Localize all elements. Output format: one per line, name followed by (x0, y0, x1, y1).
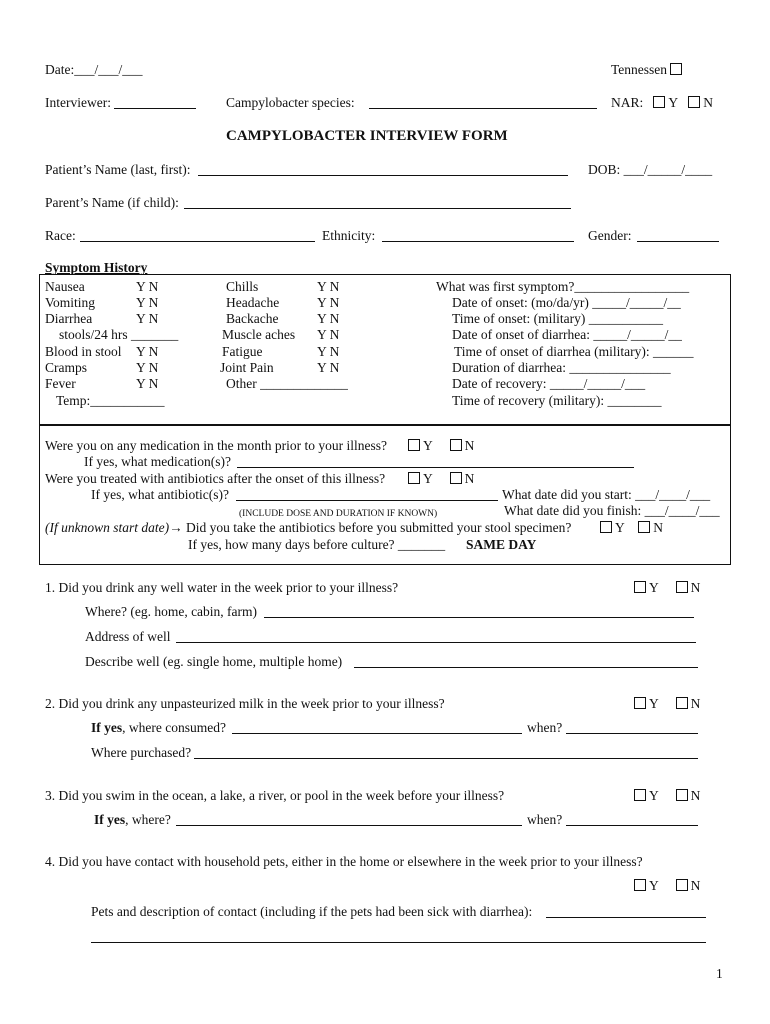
symptom-label: Diarrhea (45, 311, 93, 326)
swim-when-label: when? (527, 812, 563, 827)
symptom-label: Chills (226, 279, 259, 294)
nar-no-checkbox[interactable] (688, 96, 700, 108)
yes-label: Y (649, 878, 659, 893)
symptom-yn[interactable]: Y N (317, 360, 340, 375)
q4-no-checkbox[interactable] (676, 879, 688, 891)
stools-field[interactable]: stools/24 hrs _______ (59, 327, 179, 342)
dob-field[interactable]: DOB: ___/_____/____ (588, 162, 713, 177)
tennessen-label: Tennessen (611, 62, 668, 77)
symptom-yn[interactable]: Y N (136, 360, 159, 375)
yes-label: Y (423, 438, 433, 453)
milk-when-field[interactable] (566, 733, 698, 734)
no-label: N (703, 95, 714, 110)
well-address-label: Address of well (85, 629, 171, 644)
milk-purchased-field[interactable] (194, 758, 698, 759)
q3-yn[interactable] (634, 788, 700, 804)
recovery-date-field[interactable]: Date of recovery: _____/_____/___ (452, 376, 646, 391)
symptom-yn[interactable]: Y N (136, 279, 159, 294)
swim-where-field[interactable] (176, 825, 522, 826)
symptom-yn[interactable]: Y N (317, 295, 340, 310)
parent-name-label: Parent’s Name (if child): (45, 195, 179, 210)
q2-no-checkbox[interactable] (676, 697, 688, 709)
antibiotics-yn[interactable] (408, 471, 474, 487)
nar-label: NAR: (611, 95, 644, 110)
stool-specimen-yn[interactable] (600, 520, 663, 536)
swim-when-field[interactable] (566, 825, 698, 826)
symptom-yn[interactable]: Y N (317, 279, 340, 294)
patient-name-field[interactable] (198, 175, 568, 176)
q4-yes-checkbox[interactable] (634, 879, 646, 891)
date-field[interactable]: Date:___/___/___ (45, 62, 143, 77)
symptom-label: Joint Pain (220, 360, 274, 375)
race-field[interactable] (80, 241, 315, 242)
dose-note: (INCLUDE DOSE AND DURATION IF KNOWN) (239, 509, 438, 519)
species-label: Campylobacter species: (226, 95, 355, 110)
symptom-label: Backache (226, 311, 279, 326)
interviewer-label: Interviewer: (45, 95, 111, 110)
antibiotic-ifyes-label: If yes, what antibiotic(s)? (91, 487, 229, 502)
q3-no-checkbox[interactable] (676, 789, 688, 801)
symptom-yn[interactable]: Y N (317, 327, 340, 342)
antibiotic-field[interactable] (236, 500, 498, 501)
symptom-row[interactable] (45, 360, 87, 376)
consumed-label: , where consumed? (122, 720, 226, 735)
symptom-yn[interactable]: Y N (136, 376, 159, 391)
symptom-label: Cramps (45, 360, 87, 375)
symptom-yn[interactable]: Y N (317, 344, 340, 359)
symptom-label: Fatigue (222, 344, 263, 359)
medication-field[interactable] (237, 467, 634, 468)
stool-specimen-question: Did you take the antibiotics before you submitted your stool specimen? (186, 520, 572, 535)
symptom-label: Muscle aches (222, 327, 296, 342)
same-day-option[interactable]: SAME DAY (466, 537, 537, 552)
question-3: 3. Did you swim in the ocean, a lake, a river, or pool in the week before your illness? (45, 788, 505, 803)
well-where-label: Where? (eg. home, cabin, farm) (85, 604, 258, 619)
well-describe-field[interactable] (354, 667, 698, 668)
temp-field[interactable]: Temp:___________ (56, 393, 165, 408)
where-label: , where? (125, 812, 171, 827)
antibiotic-start-field[interactable]: What date did you start: ___/____/___ (502, 487, 711, 502)
symptom-row[interactable] (45, 376, 76, 392)
stool-no-checkbox[interactable] (638, 521, 650, 533)
no-label: N (464, 438, 475, 453)
ethnicity-field[interactable] (382, 241, 574, 242)
stool-yes-checkbox[interactable] (600, 521, 612, 533)
symptom-row[interactable] (45, 344, 122, 360)
q3-yes-checkbox[interactable] (634, 789, 646, 801)
q1-yn[interactable] (634, 580, 700, 596)
first-symptom-field[interactable]: What was first symptom?_________________ (436, 279, 690, 294)
diarrhea-onset-time-field[interactable]: Time of onset of diarrhea (military): ______ (454, 344, 694, 359)
symptom-yn[interactable]: Y N (136, 295, 159, 310)
milk-purchased-label: Where purchased? (91, 745, 192, 760)
parent-name-field[interactable] (184, 208, 571, 209)
unknown-start-row (45, 520, 571, 536)
well-where-field[interactable] (264, 617, 694, 618)
symptom-yn[interactable]: Y N (136, 344, 159, 359)
yes-label: Y (649, 580, 659, 595)
medication-yes-checkbox[interactable] (408, 439, 420, 451)
ethnicity-label: Ethnicity: (322, 228, 376, 243)
symptom-row[interactable] (45, 311, 92, 327)
medication-ifyes-label: If yes, what medication(s)? (84, 454, 231, 469)
no-label: N (690, 580, 701, 595)
interviewer-field[interactable] (114, 108, 196, 109)
antibiotic-finish-field[interactable]: What date did you finish: ___/____/___ (504, 503, 720, 518)
if-yes-label: If yes (91, 720, 123, 735)
symptom-label: Vomiting (45, 295, 96, 310)
symptom-yn[interactable]: Y N (317, 311, 340, 326)
milk-when-label: when? (527, 720, 563, 735)
symptom-row[interactable] (45, 295, 95, 311)
yes-label: Y (615, 520, 625, 535)
symptom-label: Blood in stool (45, 344, 122, 359)
q2-yes-checkbox[interactable] (634, 697, 646, 709)
symptom-label: Fever (45, 376, 76, 391)
q4-yn[interactable] (634, 878, 700, 894)
yes-label: Y (668, 95, 679, 110)
form-title: CAMPYLOBACTER INTERVIEW FORM (226, 128, 508, 144)
question-4: 4. Did you have contact with household pets, either in the home or elsewhere in the week prior to your illness? (45, 854, 643, 869)
gender-field[interactable] (637, 241, 719, 242)
patient-name-label: Patient’s Name (last, first): (45, 162, 191, 177)
arrow-right-icon: → (169, 520, 186, 535)
time-of-onset-field[interactable]: Time of onset: (military) ___________ (452, 311, 663, 326)
days-before-culture-field[interactable]: If yes, how many days before culture? _______ (188, 537, 446, 552)
recovery-time-field[interactable]: Time of recovery (military): ________ (452, 393, 662, 408)
well-address-field[interactable] (176, 642, 696, 643)
q2-yn[interactable] (634, 696, 700, 712)
antibiotics-question: Were you treated with antibiotics after the onset of this illness? (45, 471, 386, 486)
nar-yes-checkbox[interactable] (653, 96, 665, 108)
no-label: N (653, 520, 663, 535)
other-symptom-field[interactable]: Other _____________ (226, 376, 348, 391)
no-label: N (690, 696, 701, 711)
species-field[interactable] (369, 108, 597, 109)
yes-label: Y (649, 696, 659, 711)
tennessen-option[interactable] (611, 62, 685, 78)
tennessen-checkbox[interactable] (670, 63, 682, 75)
question-2: 2. Did you drink any unpasteurized milk in the week prior to your illness? (45, 696, 445, 711)
symptom-row[interactable] (45, 279, 85, 295)
symptom-yn[interactable]: Y N (136, 311, 159, 326)
question-1: 1. Did you drink any well water in the week prior to your illness? (45, 580, 399, 595)
pets-description-field-2[interactable] (91, 942, 706, 943)
well-describe-label: Describe well (eg. single home, multiple home) (85, 654, 343, 669)
antibiotics-no-checkbox[interactable] (450, 472, 462, 484)
medication-question: Were you on any medication in the month prior to your illness? (45, 438, 387, 453)
nar-option[interactable] (611, 95, 713, 111)
date-of-onset-field[interactable]: Date of onset: (mo/da/yr) _____/_____/__ (452, 295, 681, 310)
q1-yes-checkbox[interactable] (634, 581, 646, 593)
gender-label: Gender: (588, 228, 632, 243)
milk-consumed-label (91, 720, 226, 736)
symptom-history-heading: Symptom History (45, 260, 148, 275)
if-yes-label: If yes (94, 812, 126, 827)
unknown-start-label: (If unknown start date) (45, 520, 170, 535)
medication-no-checkbox[interactable] (450, 439, 462, 451)
yes-label: Y (423, 471, 433, 486)
no-label: N (464, 471, 475, 486)
page-number: 1 (716, 966, 723, 981)
yes-label: Y (649, 788, 659, 803)
symptom-label: Headache (226, 295, 280, 310)
no-label: N (690, 788, 701, 803)
diarrhea-onset-date-field[interactable]: Date of onset of diarrhea: _____/_____/__ (452, 327, 682, 342)
race-label: Race: (45, 228, 76, 243)
medication-yn[interactable] (408, 438, 474, 454)
antibiotics-yes-checkbox[interactable] (408, 472, 420, 484)
symptom-label: Nausea (45, 279, 85, 294)
swim-where-label (94, 812, 171, 828)
milk-consumed-field[interactable] (232, 733, 522, 734)
pets-description-label: Pets and description of contact (including if the pets had been sick with diarrhea): (91, 904, 533, 919)
no-label: N (690, 878, 701, 893)
pets-description-field[interactable] (546, 917, 706, 918)
q1-no-checkbox[interactable] (676, 581, 688, 593)
diarrhea-duration-field[interactable]: Duration of diarrhea: _______________ (452, 360, 671, 375)
